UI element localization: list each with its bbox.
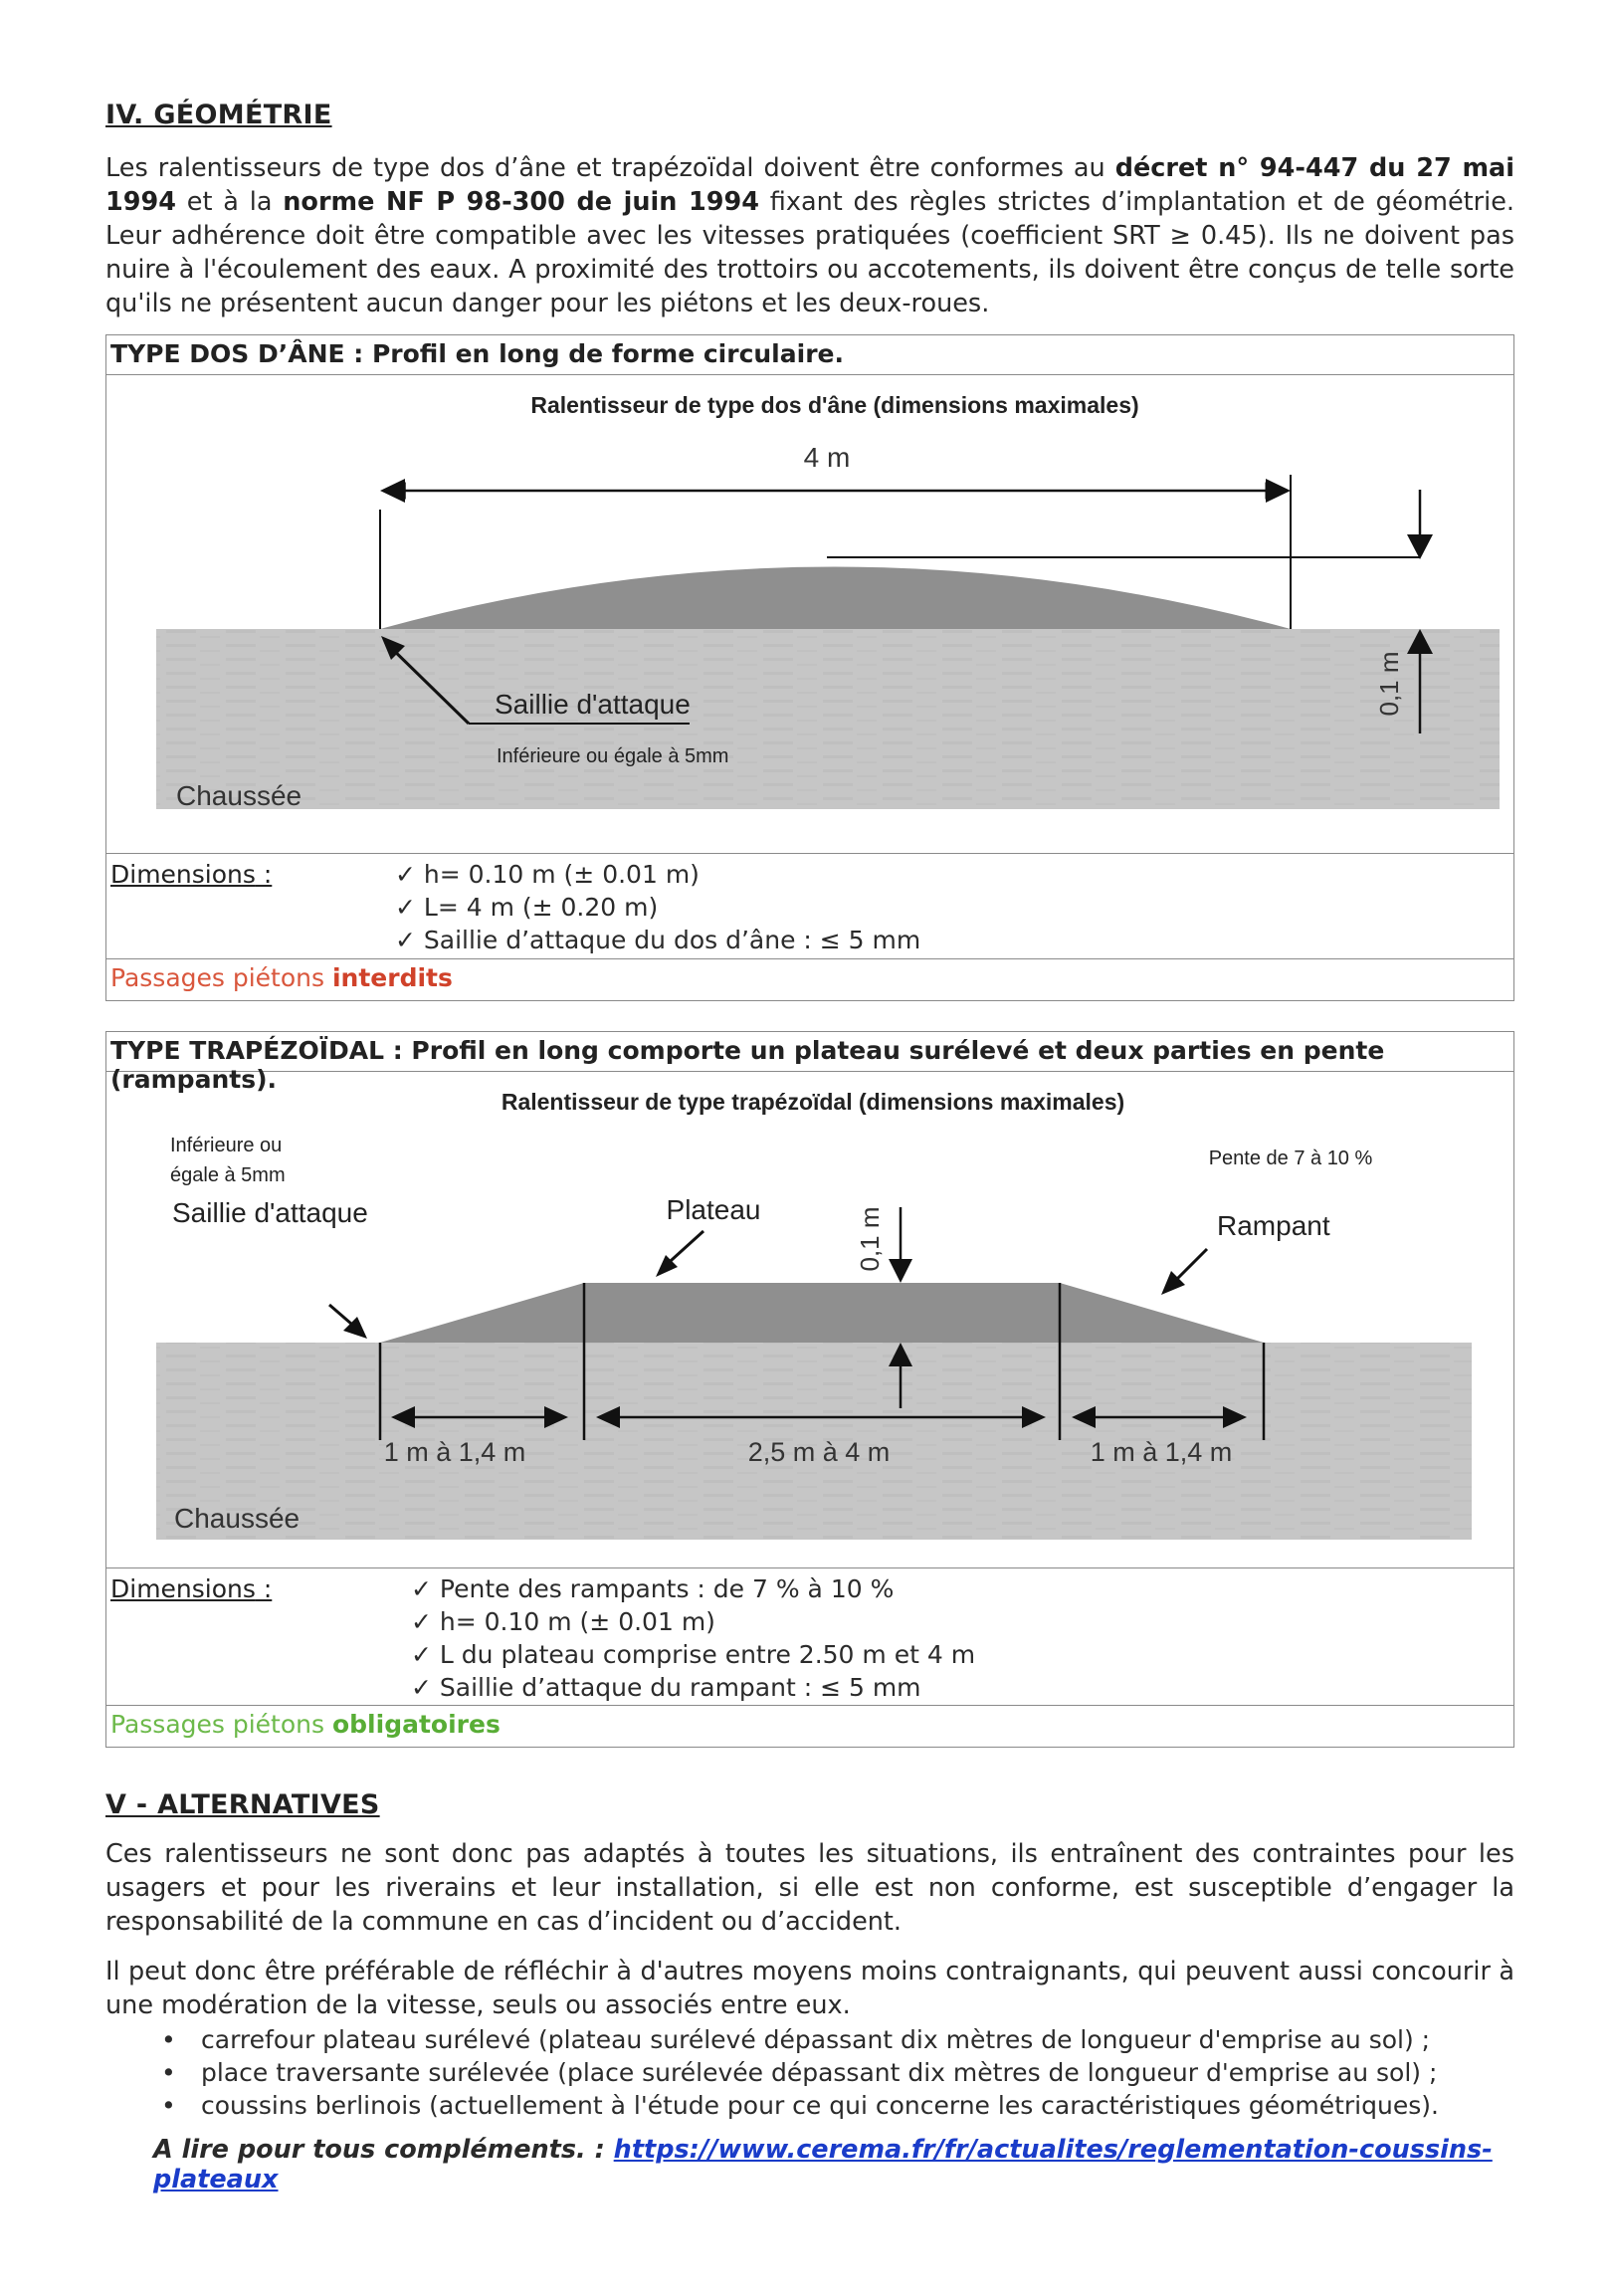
- trapezoidal-height-label: 0,1 m: [855, 1206, 885, 1272]
- trapezoidal-diagram: [106, 1072, 1513, 1609]
- dos-ane-diagram: [106, 375, 1513, 809]
- read-more: A lire pour tous compléments. : https://www.cerema.fr/fr/actualites/reglementation-coussins-plateaux: [153, 2135, 1493, 2194]
- dos-ane-dimension-item: ✓ Saillie d’attaque du dos d’âne : ≤ 5 mm: [395, 924, 920, 956]
- trapezoidal-pedestrian-row: Passages piétons obligatoires: [106, 1705, 1513, 1749]
- dos-ane-saillie-label: Saillie d'attaque: [495, 689, 691, 720]
- list-item: • carrefour plateau surélevé (plateau surélevé dépassant dix mètres de longueur d'emprise au sol) ;: [161, 2023, 1439, 2056]
- trapezoidal-plateau-label: Plateau: [666, 1194, 761, 1225]
- list-item: • coussins berlinois (actuellement à l'étude pour ce qui concerne les caractéristiques géométriques).: [161, 2089, 1439, 2122]
- dos-ane-height-label: 0,1 m: [1374, 651, 1404, 717]
- list-item: • place traversante surélevée (place surélevée dépassant dix mètres de longueur d'emprise au sol) ;: [161, 2056, 1439, 2089]
- trapezoidal-dimension-item: ✓ Saillie d’attaque du rampant : ≤ 5 mm: [411, 1671, 975, 1704]
- section-5-title: V - ALTERNATIVES: [105, 1789, 380, 1820]
- cerema-link[interactable]: https://www.cerema.fr/fr/actualites/reglementation-coussins-plateaux: [153, 2135, 1493, 2194]
- dos-ane-box: [105, 334, 1514, 1001]
- trapezoid-shape: [380, 1283, 1264, 1343]
- trapezoidal-dimensions-row: [106, 1567, 1513, 1705]
- trapezoidal-dimensions-label: Dimensions :: [110, 1574, 273, 1603]
- trapezoidal-header: TYPE TRAPÉZOÏDAL : Profil en long comporte un plateau surélevé et deux parties en pente (rampants).: [106, 1032, 1513, 1072]
- trapezoidal-pedestrian-status: obligatoires: [331, 1710, 501, 1739]
- section-5-paragraph-2: Il peut donc être préférable de réfléchir à d'autres moyens moins contraignants, qui peuvent aussi concourir à une modération de la vitesse, seuls ou associés entre eux.: [105, 1957, 1514, 2020]
- dos-ane-dimension-item: ✓ h= 0.10 m (± 0.01 m): [395, 858, 920, 891]
- dos-ane-road-label: Chaussée: [176, 780, 302, 809]
- dos-ane-length-label: 4 m: [803, 442, 851, 473]
- trapezoidal-dimension-item: ✓ L du plateau comprise entre 2.50 m et 4 m: [411, 1638, 975, 1671]
- dos-ane-header: TYPE DOS D’ÂNE : Profil en long de forme circulaire.: [106, 335, 1513, 375]
- norm-reference: norme NF P 98-300 de juin 1994: [283, 187, 759, 217]
- trapezoidal-road-label: Chaussée: [174, 1503, 301, 1534]
- dos-ane-hump: [380, 567, 1291, 630]
- trapezoidal-left-length: 1 m à 1,4 m: [383, 1437, 526, 1467]
- dos-ane-dimensions-row: [106, 853, 1513, 958]
- dos-ane-dimension-item: ✓ L= 4 m (± 0.20 m): [395, 891, 920, 924]
- section-4-title: IV. GÉOMÉTRIE: [105, 100, 332, 130]
- dos-ane-pedestrian-status: interdits: [331, 963, 453, 992]
- dos-ane-saillie-sub: Inférieure ou égale à 5mm: [497, 745, 729, 767]
- alternatives-list: [161, 2023, 1439, 2122]
- section-5-paragraph-1: Ces ralentisseurs ne sont donc pas adaptés à toutes les situations, ils entraînent des contraintes pour les usagers et pour les riverains et leur installation, si elle est non conforme, est susceptible d’engager la responsabilité de la commune en cas d’incident ou d’accident.: [105, 1839, 1514, 1937]
- trapezoidal-saillie-sub-2: égale à 5mm: [170, 1164, 286, 1186]
- trapezoidal-slope-label: Pente de 7 à 10 %: [1208, 1148, 1373, 1169]
- trapezoidal-saillie-label: Saillie d'attaque: [172, 1197, 368, 1228]
- section-4-intro: Les ralentisseurs de type dos d’âne et trapézoïdal doivent être conformes au décret n° 94-447 du 27 mai 1994 et à la norme NF P 98-300 de juin 1994 fixant des règles strictes d’implantation et de géométrie. Leur adhérence doit être compatible avec les vitesses pratiquées (coefficient SRT ≥ 0.45). Ils ne doivent pas nuire à l'écoulement des eaux. A proximité des trottoirs ou accotements, ils doivent être conçus de telle sorte qu'ils ne présentent aucun danger pour les piétons et les deux-roues.: [105, 153, 1514, 318]
- decree-reference: décret n° 94-447 du 27 mai 1994: [105, 153, 1514, 217]
- dos-ane-pedestrian-row: Passages piétons interdits: [106, 958, 1513, 1002]
- trapezoidal-diagram-title: Ralentisseur de type trapézoïdal (dimensions maximales): [501, 1089, 1125, 1115]
- dos-ane-dimensions-list: [395, 858, 920, 956]
- dos-ane-dimensions-label: Dimensions :: [110, 860, 273, 889]
- trapezoidal-rampant-label: Rampant: [1217, 1210, 1330, 1241]
- trapezoidal-dimension-item: ✓ Pente des rampants : de 7 % à 10 %: [411, 1572, 975, 1605]
- trapezoidal-dimension-item: ✓ h= 0.10 m (± 0.01 m): [411, 1605, 975, 1638]
- trapezoidal-box: [105, 1031, 1514, 1748]
- trapezoidal-dimensions-list: [411, 1572, 975, 1704]
- dos-ane-diagram-title: Ralentisseur de type dos d'âne (dimensions maximales): [530, 392, 1139, 418]
- trapezoidal-saillie-sub-1: Inférieure ou: [170, 1135, 283, 1156]
- trapezoidal-mid-length: 2,5 m à 4 m: [747, 1437, 891, 1467]
- trapezoidal-right-length: 1 m à 1,4 m: [1090, 1437, 1233, 1467]
